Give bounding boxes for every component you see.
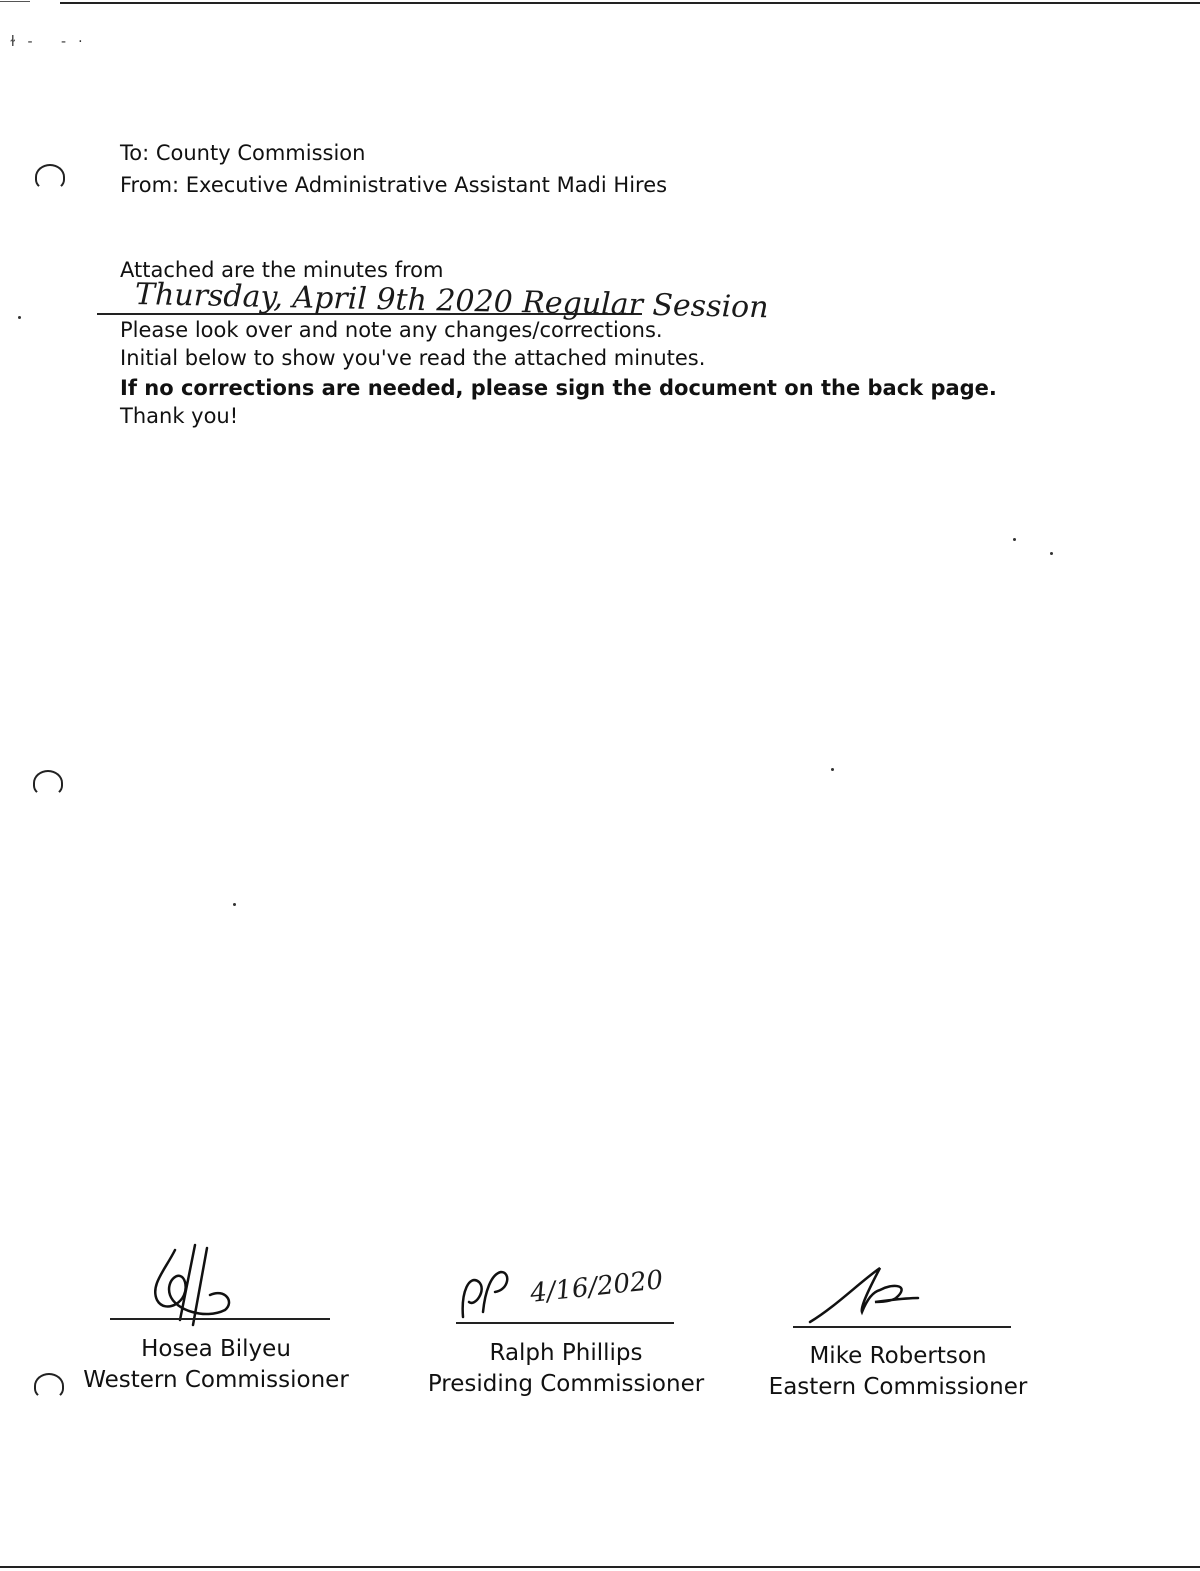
signature-hosea-bilyeu bbox=[135, 1240, 245, 1330]
initials-ralph-phillips bbox=[455, 1262, 525, 1324]
signature-mike-robertson bbox=[800, 1262, 930, 1332]
signature-line bbox=[793, 1326, 1011, 1328]
handwritten-session-date: Thursday, April 9th 2020 Regular Session bbox=[134, 277, 769, 326]
memo-to-line: To: County Commission bbox=[120, 141, 366, 165]
signature-line bbox=[456, 1322, 674, 1324]
signature-line bbox=[110, 1318, 330, 1320]
scan-speck bbox=[18, 316, 21, 319]
signatory-hosea-bilyeu bbox=[70, 1334, 362, 1396]
memo-from-line: From: Executive Administrative Assistant Madi Hires bbox=[120, 173, 668, 197]
scan-artifact-marks: ɫ‑ ‑· bbox=[10, 34, 95, 50]
signatory-title: Presiding Commissioner bbox=[427, 1371, 705, 1398]
signatory-mike-robertson bbox=[752, 1341, 1044, 1403]
signatory-title: Eastern Commissioner bbox=[768, 1374, 1028, 1401]
scan-speck bbox=[233, 903, 236, 906]
instruction-initial: Initial below to show you've read the attached minutes. bbox=[120, 346, 706, 370]
thank-you-line: Thank you! bbox=[120, 404, 239, 428]
scan-speck bbox=[831, 768, 834, 771]
instruction-sign-back-page: If no corrections are needed, please sign the document on the back page. bbox=[120, 376, 997, 400]
attached-minutes-label: Attached are the minutes from bbox=[120, 258, 444, 282]
punch-hole bbox=[33, 770, 63, 796]
punch-hole bbox=[34, 1373, 64, 1399]
scan-speck bbox=[1013, 538, 1016, 541]
signatory-name: Ralph Phillips bbox=[489, 1340, 643, 1366]
scan-speck bbox=[1050, 552, 1053, 555]
instruction-look-over: Please look over and note any changes/corrections. bbox=[120, 318, 663, 342]
scan-edge-line bbox=[60, 2, 1200, 4]
signatory-name: Hosea Bilyeu bbox=[141, 1336, 291, 1362]
initial-date: 4/16/2020 bbox=[528, 1265, 665, 1309]
signatory-ralph-phillips bbox=[420, 1338, 712, 1400]
signatory-title: Western Commissioner bbox=[83, 1367, 349, 1394]
punch-hole bbox=[35, 164, 65, 190]
signatory-name: Mike Robertson bbox=[809, 1343, 987, 1369]
scan-edge-line bbox=[0, 1566, 1200, 1568]
scan-edge-line bbox=[0, 1, 30, 2]
